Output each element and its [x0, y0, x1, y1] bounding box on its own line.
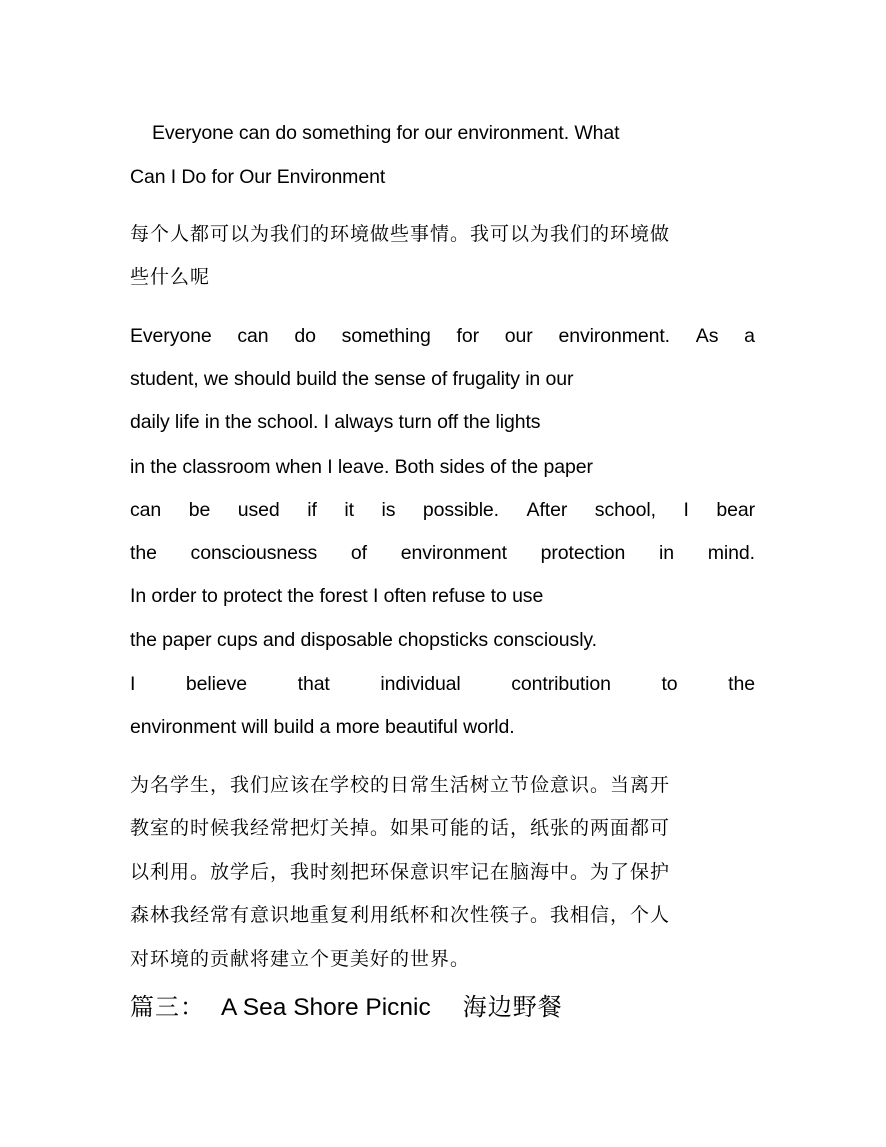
body-word: our	[504, 325, 533, 347]
body-word: a	[744, 325, 755, 347]
body-word: used	[237, 499, 280, 521]
body-word: is	[381, 499, 396, 521]
body-line	[130, 541, 755, 565]
body-line: daily life in the school. I always turn off the lights	[130, 411, 541, 433]
body-word: can	[237, 325, 269, 347]
body-word: in	[659, 542, 675, 564]
body-word: protection	[540, 542, 626, 564]
body-line: environment will build a more beautiful world.	[130, 716, 515, 738]
body-word: Everyone	[130, 325, 212, 347]
body-word: the	[728, 673, 755, 695]
body-line: In order to protect the forest I often refuse to use	[130, 585, 544, 607]
body-word: school,	[594, 499, 656, 521]
cn-body-line: 对环境的贡献将建立个更美好的世界。	[130, 948, 471, 970]
body-line	[130, 498, 755, 522]
cn-title-line-1: 每个人都可以为我们的环境做些事情。我可以为我们的环境做	[130, 223, 671, 245]
title-line-2: Can I Do for Our Environment	[130, 166, 386, 188]
body-word: it	[344, 499, 354, 521]
body-word: something	[341, 325, 431, 347]
title-line-1: Everyone can do something for our environment. What	[152, 122, 620, 144]
body-word: mind.	[707, 542, 755, 564]
body-word: environment.	[558, 325, 670, 347]
cn-body-line: 以利用。放学后，我时刻把环保意识牢记在脑海中。为了保护	[130, 861, 671, 883]
section-heading-label: 篇三：	[130, 993, 205, 1021]
body-word: environment	[400, 542, 507, 564]
section-heading-chinese: 海边野餐	[462, 993, 563, 1021]
body-word: for	[456, 325, 479, 347]
body-word: I	[683, 499, 689, 521]
body-word: be	[188, 499, 211, 521]
body-line	[130, 324, 755, 348]
cn-title-line-2: 些什么呢	[130, 266, 211, 288]
body-word: of	[350, 542, 367, 564]
body-word: can	[130, 499, 162, 521]
body-word: to	[661, 673, 678, 695]
body-word: As	[695, 325, 719, 347]
section-heading	[130, 990, 563, 1028]
body-word: After	[526, 499, 568, 521]
body-line: the paper cups and disposable chopsticks consciously.	[130, 629, 597, 651]
body-line	[130, 672, 755, 696]
body-word: possible.	[422, 499, 499, 521]
body-line: in the classroom when I leave. Both sides of the paper	[130, 456, 593, 478]
body-word: I	[130, 673, 136, 695]
cn-body-line: 森林我经常有意识地重复利用纸杯和次性筷子。我相信，个人	[130, 904, 671, 926]
cn-body-line: 为名学生，我们应该在学校的日常生活树立节俭意识。当离开	[130, 774, 671, 796]
body-word: consciousness	[190, 542, 318, 564]
section-heading-english: A Sea Shore Picnic	[221, 994, 431, 1021]
body-line: student, we should build the sense of frugality in our	[130, 368, 574, 390]
body-word: bear	[716, 499, 755, 521]
body-word: if	[307, 499, 317, 521]
body-word: do	[294, 325, 316, 347]
cn-body-line: 教室的时候我经常把灯关掉。如果可能的话，纸张的两面都可	[130, 817, 671, 839]
body-word: that	[297, 673, 330, 695]
body-word: the	[130, 542, 157, 564]
body-word: believe	[185, 673, 248, 695]
body-word: contribution	[511, 673, 611, 695]
body-word: individual	[380, 673, 461, 695]
